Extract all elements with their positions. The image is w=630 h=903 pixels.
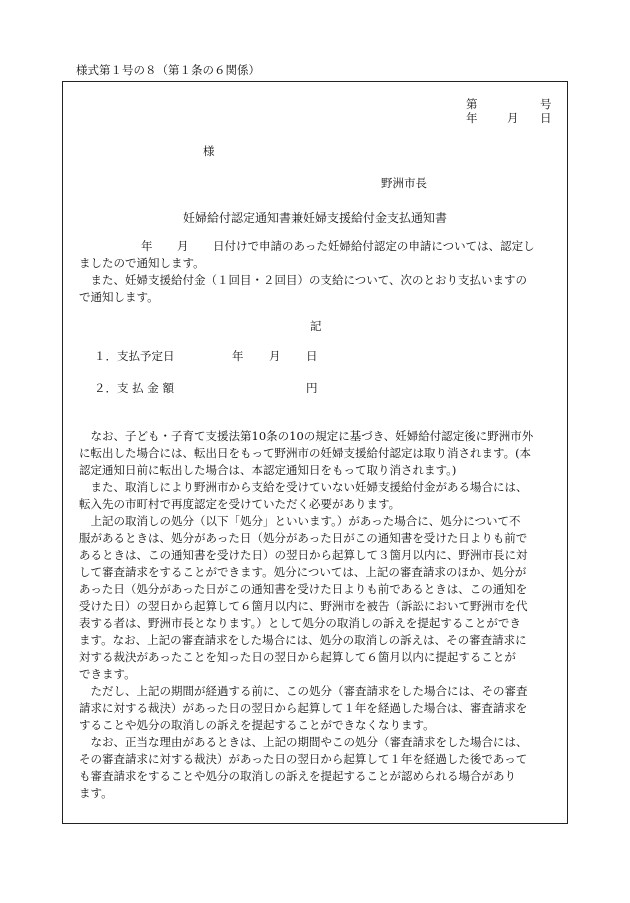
addressee-honorific: 様 [203,144,215,158]
notes-line: あるときは、この通知書を受けた日）の翌日から起算して３箇月以内に、野洲市長に対 [79,548,528,562]
notes-line: なお、子ども・子育て支援法第10条の10の規定に基づき、妊婦給付認定後に野洲市外 [79,429,534,443]
payment-amount-label: ２．支 払 金 額 [94,381,174,395]
sender-name: 野洲市長 [381,176,427,190]
notes-line: 転入先の市町村で再度認定を受けていただく必要があります。 [79,497,401,511]
notes-line: 上記の取消しの処分（以下「処分」といいます。）があった場合に、処分について不 [79,514,521,528]
payment-date-label: １．支払予定日 [94,349,175,363]
notes-line: 受けた日）の翌日から起算して６箇月以内に、野洲市を被告（訴訟において野洲市を代 [79,599,528,613]
notes-line: することや処分の取消しの訴えを提起することができなくなります。 [79,718,435,732]
date-month-label: 月 [507,111,519,125]
notes-line: なお、正当な理由があるときは、上記の期間やこの処分（審査請求をした場合には、 [79,735,528,749]
notes-line: 認定通知日前に転出した場合は、本認定通知日をもって取り消されます。) [79,463,457,477]
intro-line-4: で通知します。 [79,290,159,304]
notes-line: また、取消しにより野洲市から支給を受けていない妊婦支援給付金がある場合には、 [79,480,528,494]
payment-amount-unit: 円 [306,381,318,395]
number-suffix: 号 [540,97,552,111]
notes-line: できます。 [79,667,136,681]
notes-body [79,428,553,802]
intro-body [79,255,553,306]
notes-line: ます。なお、上記の審査請求をした場合には、処分の取消しの訴えは、その審査請求に [79,633,527,647]
payment-date-year: 年 [232,349,244,363]
notes-line: ます。 [79,786,113,800]
date-year-label: 年 [466,111,478,125]
notes-line: ただし、上記の期間が経過する前に、この処分（審査請求をした場合には、その審査 [79,684,528,698]
ki-heading: 記 [310,319,322,333]
payment-date-day: 日 [306,349,318,363]
intro-year-label: 年 [141,239,153,253]
payment-date-month: 月 [269,349,281,363]
notes-line: 服があるときは、処分があった日（処分があった日がこの通知書を受けた日よりも前で [79,531,528,545]
number-prefix: 第 [466,97,478,111]
notes-line: も審査請求をすることや処分の取消しの訴えを提起することが認められる場合があり [79,769,516,783]
notes-line: 請求に対する裁決）があった日の翌日から起算して１年を経過した場合は、審査請求を [79,701,528,715]
date-day-label: 日 [540,111,552,125]
notes-line: に転出した場合には、転出日をもって野洲市の妊婦支援給付認定は取り消されます。(本 [79,446,532,460]
notes-line: その審査請求に対する裁決）があった日の翌日から起算して１年を経過した後であって [79,752,528,766]
intro-line-1: 日付けで申請のあった妊婦給付認定の申請については、認定し [213,239,535,253]
notes-line: あった日（処分があった日がこの通知書を受けた日よりも前であるときは、この通知を [79,582,528,596]
document-title: 妊婦給付認定通知書兼妊婦支援給付金支払通知書 [182,211,447,225]
notes-line: 表する者は、野洲市長となります。）として処分の取消しの訴えを提起することができ [79,616,521,630]
notes-line: して審査請求をすることができます。処分については、上記の審査請求のほか、処分が [79,565,527,579]
intro-month-label: 月 [177,239,189,253]
notes-line: 対する裁決があったことを知った日の翌日から起算して６箇月以内に提起することが [79,650,516,664]
intro-line-2: ましたので通知します。 [79,256,205,270]
form-number-label: 様式第１号の８（第１条の６関係） [76,63,260,77]
intro-line-3: また、妊婦支援給付金（１回目・２回目）の支給について、次のとおり支払いますの [79,273,528,287]
